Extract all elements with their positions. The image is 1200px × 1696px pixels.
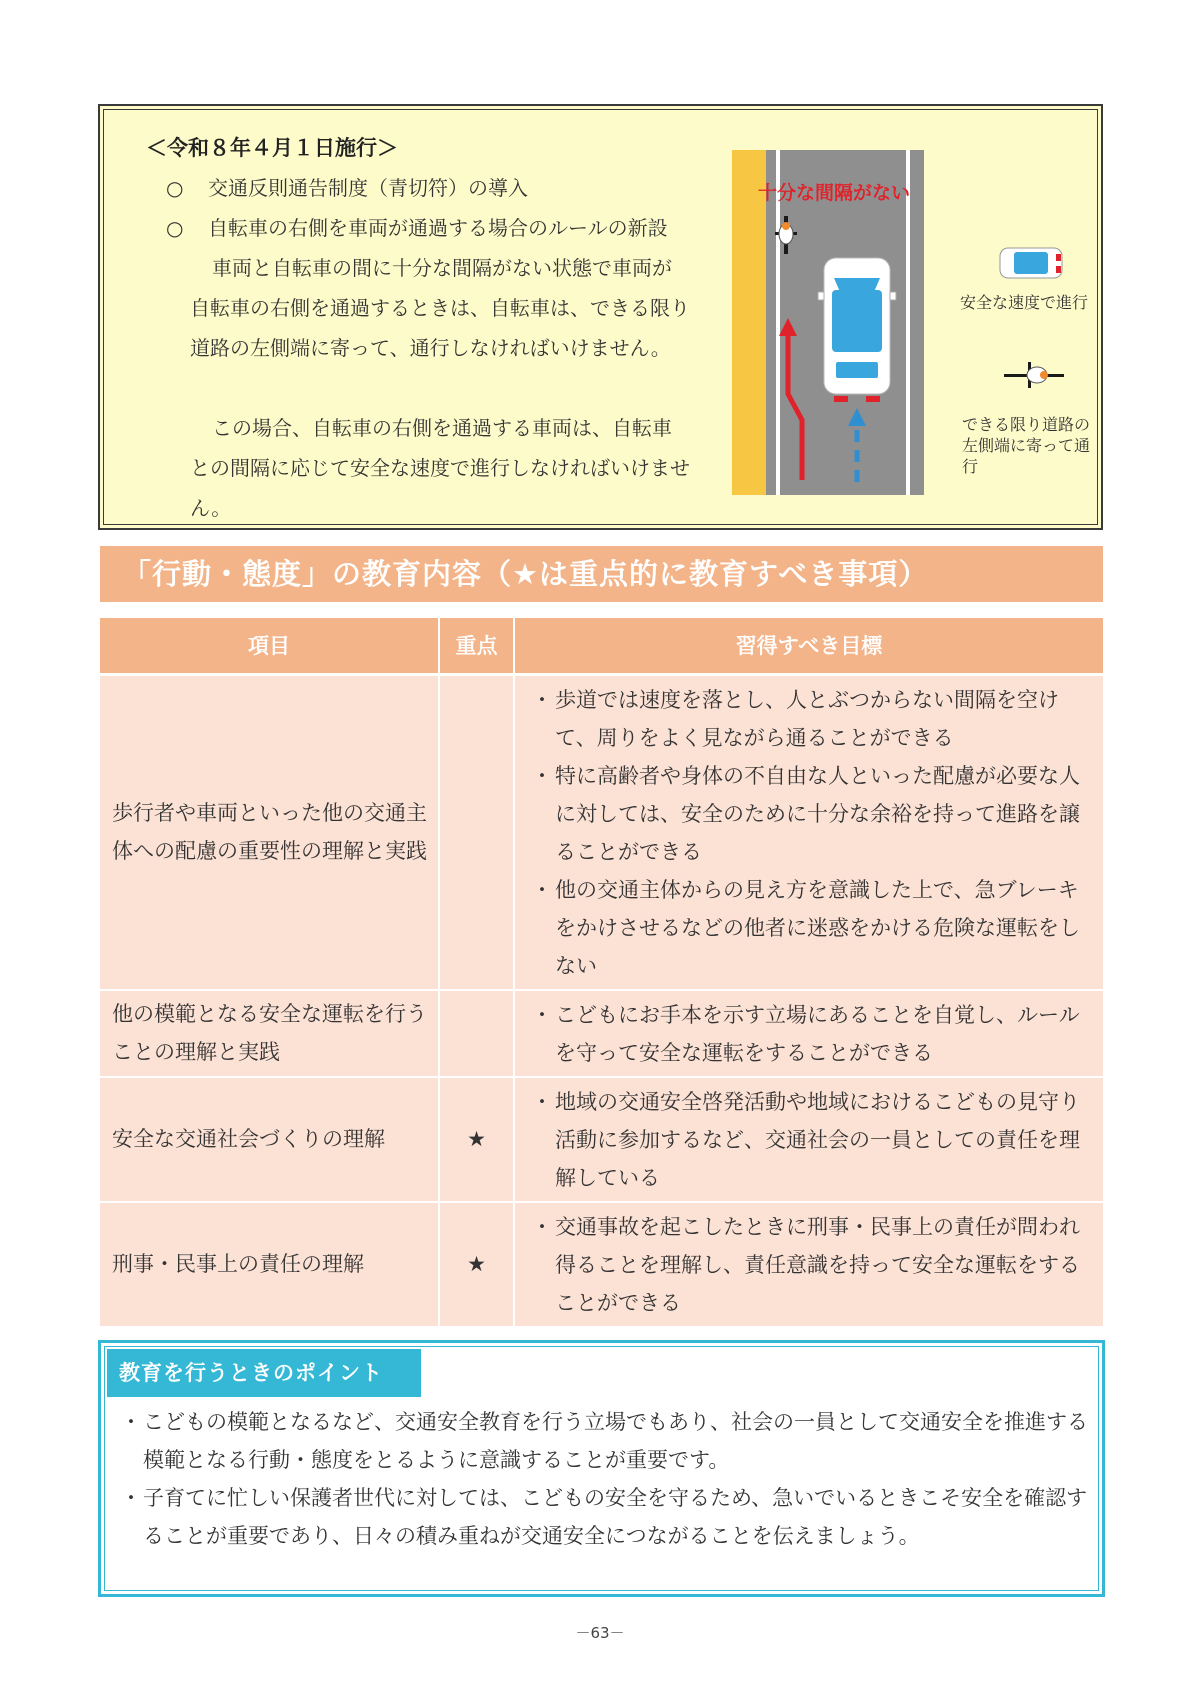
- item-cell: 安全な交通社会づくりの理解: [100, 1077, 439, 1202]
- table-header-row: [100, 618, 1103, 674]
- goal-item: ・ 交通事故を起こしたときに刑事・民事上の責任が問われ得ることを理解し、責任意識を持って安全な運転をすることができる: [531, 1214, 1080, 1315]
- goal-item: ・ 特に高齢者や身体の不自由な人といった配慮が必要な人に対しては、安全のために十分な余裕を持って進路を譲ることができる: [531, 763, 1080, 864]
- car-icon: [818, 258, 896, 402]
- star-cell: [439, 990, 514, 1077]
- star-cell: [439, 674, 514, 990]
- notice-heading: ＜令和８年４月１日施行＞: [146, 136, 398, 160]
- notice-box: [98, 104, 1103, 530]
- notice-item-text: 自転車の右側を車両が通過する場合のルールの新設: [208, 216, 668, 240]
- section-title: 「行動・態度」の教育内容（★は重点的に教育すべき事項）: [100, 546, 1103, 602]
- table-row: [100, 1077, 1103, 1202]
- goal-item: ・ こどもにお手本を示す立場にあることを自覚し、ルールを守って安全な運転をすることができる: [531, 1002, 1080, 1065]
- item-cell: 他の模範となる安全な運転を行うことの理解と実践: [100, 990, 439, 1077]
- notice-item-new-rule: [166, 212, 668, 241]
- warning-label: 十分な間隔がない: [758, 182, 911, 204]
- circle-mark: ○: [166, 176, 184, 200]
- notice-paragraph-2: この場合、自転車の右側を通過する車両は、自転車との間隔に応じて安全な速度で進行しなければいけません。: [190, 416, 690, 520]
- header-priority: 重点: [439, 618, 514, 674]
- star-icon: ★: [439, 1077, 514, 1202]
- goal-cell: [514, 674, 1103, 990]
- notice-item-blue-ticket: [166, 172, 528, 201]
- table-row: [100, 674, 1103, 990]
- bike-label: できる限り道路の左側端に寄って通行: [962, 415, 1091, 476]
- goal-item: ・ 地域の交通安全啓発活動や地域におけるこどもの見守り活動に参加するなど、交通社会の一員としての責任を理解している: [531, 1089, 1080, 1190]
- circle-mark: ○: [166, 216, 184, 240]
- legend-car-icon: [1000, 248, 1062, 278]
- table-row: [100, 990, 1103, 1077]
- point-item: ・ 子育てに忙しい保護者世代に対しては、こどもの安全を守るため、急いでいるときこそ安全を確認することが重要であり、日々の積み重ねが交通安全につながることを伝えましょう。: [120, 1486, 1088, 1548]
- goal-item: ・ 歩道では速度を落とし、人とぶつからない間隔を空けて、周りをよく見ながら通ることができる: [531, 687, 1059, 750]
- header-item: 項目: [100, 618, 439, 674]
- road-diagram: [732, 150, 1102, 495]
- education-table: [100, 618, 1103, 1328]
- car-label: 安全な速度で進行: [960, 293, 1089, 312]
- item-cell: 刑事・民事上の責任の理解: [100, 1202, 439, 1327]
- points-box: [98, 1340, 1105, 1597]
- notice-item-text: 交通反則通告制度（青切符）の導入: [208, 176, 528, 200]
- legend-bicycle-icon: [1004, 362, 1064, 388]
- goal-item: ・ 他の交通主体からの見え方を意識した上で、急ブレーキをかけさせるなどの他者に迷惑をかける危険な運転をしない: [531, 877, 1080, 978]
- points-title: 教育を行うときのポイント: [107, 1349, 421, 1397]
- goal-cell: [514, 1202, 1103, 1327]
- header-goal: 習得すべき目標: [514, 618, 1103, 674]
- point-item: ・ こどもの模範となるなど、交通安全教育を行う立場でもあり、社会の一員として交通安全を推進する模範となる行動・態度をとるように意識することが重要です。: [120, 1410, 1088, 1472]
- table-row: [100, 1202, 1103, 1327]
- item-cell: 歩行者や車両といった他の交通主体への配慮の重要性の理解と実践: [100, 674, 439, 990]
- page-number: －63－: [575, 1624, 625, 1642]
- star-icon: ★: [439, 1202, 514, 1327]
- goal-cell: [514, 1077, 1103, 1202]
- points-body: [119, 1403, 1089, 1555]
- notice-paragraph-1: 車両と自転車の間に十分な間隔がない状態で車両が自転車の右側を通過するときは、自転車は、できる限り道路の左側端に寄って、通行しなければいけません。: [190, 256, 690, 360]
- goal-cell: [514, 990, 1103, 1077]
